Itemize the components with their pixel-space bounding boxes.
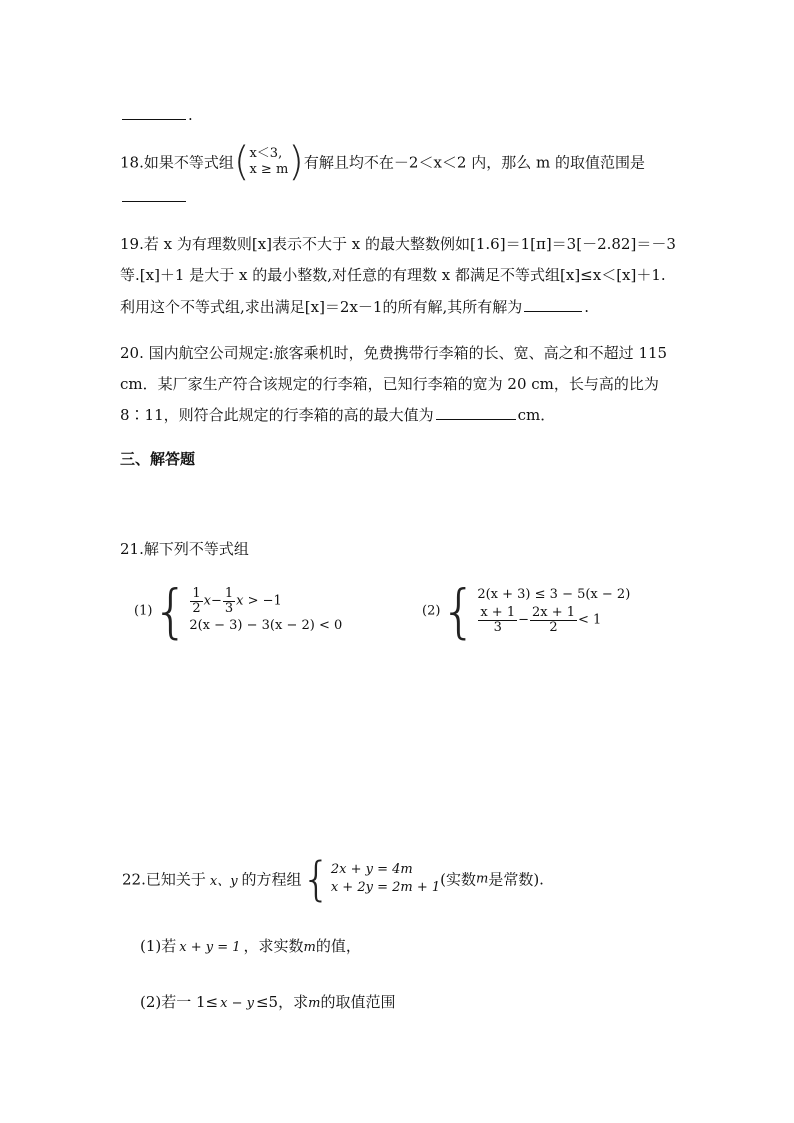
q22-part2-c: 的取值范围 xyxy=(320,993,396,1011)
q22-suffix-a: (实数 xyxy=(440,870,476,889)
q21-p1-label: (1) xyxy=(134,603,153,619)
fraction-numerator: x + 1 xyxy=(480,605,516,621)
q21-p2-label: (2) xyxy=(422,603,441,619)
q18-inequality-system xyxy=(233,139,304,185)
question-22 xyxy=(122,852,544,906)
q22-part2-expr: x − y xyxy=(220,996,254,1011)
q19-line-2: 等.[x]＋1 是大于 x 的最小整数,对任意的有理数 x 都满足不等式组[x]≤x＜[x]＋1. xyxy=(120,266,666,284)
q21-p2-line-2 xyxy=(477,606,630,634)
variable: x xyxy=(236,594,244,610)
right-paren-icon: ) xyxy=(288,139,304,185)
q18-answer-line xyxy=(120,188,188,206)
q19-line-1: 19.若 x 为有理数则[x]表示不大于 x 的最大整数例如[1.6]＝1[π]＝3[－2.82]＝－3 xyxy=(120,235,676,253)
fraction xyxy=(478,606,517,634)
q21-p1-system xyxy=(152,577,343,645)
q17-answer-line xyxy=(120,106,193,124)
q22-part1-m: m xyxy=(303,940,316,955)
fraction-numerator: 1 xyxy=(224,586,234,602)
q18-system-lines xyxy=(249,146,288,179)
q19-line-3-tail: . xyxy=(584,298,590,316)
q21-p1-line-2: 2(x − 3) − 3(x − 2) < 0 xyxy=(189,617,343,633)
q21-p1-line-1 xyxy=(189,587,342,615)
inequality-rest: > −1 xyxy=(243,594,282,610)
fraction xyxy=(530,606,577,634)
q19-line-3 xyxy=(120,296,589,317)
inequality-rest: < 1 xyxy=(578,612,602,628)
q22-part2-b: ≤5，求 xyxy=(255,993,309,1011)
q20-line-3 xyxy=(120,404,555,425)
q21-p2-line-1: 2(x + 3) ≤ 3 − 5(x − 2) xyxy=(477,587,631,603)
q20-line-2: cm．某厂家生产符合该规定的行李箱，已知行李箱的宽为 20 cm，长与高的比为 xyxy=(120,375,659,393)
q18-system-line-1: x＜3, xyxy=(249,145,283,161)
q22-suffix-m: m xyxy=(476,871,489,887)
q22-equation-system xyxy=(301,852,441,906)
question-18 xyxy=(120,139,645,185)
q22-part2-m: m xyxy=(308,996,321,1011)
fraction xyxy=(190,587,202,615)
q22-part-2 xyxy=(140,991,395,1012)
q22-equation-2: x + 2y = 2m + 1 xyxy=(330,880,441,895)
q20-line-3-text: 8∶11，则符合此规定的行李箱的高的最大值为 xyxy=(120,406,434,424)
q22-part2-a: (2)若一 1≤ xyxy=(140,993,219,1011)
q18-suffix: 有解且均不在－2＜x＜2 内，那么 m 的取值范围是 xyxy=(303,153,645,172)
q20-line-1: 20. 国内航空公司规定:旅客乘机时，免费携带行李箱的长、宽、高之和不超过 115 xyxy=(120,344,668,362)
operator: − xyxy=(518,612,529,628)
fraction xyxy=(223,587,235,615)
left-brace-icon: { xyxy=(152,577,190,645)
q18-system-line-2: x ≥ m xyxy=(249,162,289,177)
answer-blank xyxy=(524,310,582,312)
operator: − xyxy=(210,594,222,610)
q22-suffix-b: 是常数). xyxy=(488,870,544,889)
q22-prefix: 22.已知关于 xyxy=(122,870,206,889)
answer-blank xyxy=(436,418,516,420)
q22-part1-a: (1)若 xyxy=(140,937,177,955)
q22-mid: 的方程组 xyxy=(241,870,302,889)
q21-part-1 xyxy=(134,577,343,645)
variable: x xyxy=(203,594,211,610)
q21-title: 21.解下列不等式组 xyxy=(120,540,249,558)
left-brace-icon: { xyxy=(301,852,331,906)
section-title: 三、解答题 xyxy=(120,450,196,468)
q22-part1-b: ，求实数 xyxy=(243,937,304,955)
q19-line-3-text: 利用这个不等式组,求出满足[x]＝2x－1的所有解,其所有解为 xyxy=(120,298,523,316)
q20-line-3-tail: cm． xyxy=(517,406,556,424)
fraction-numerator: 2x + 1 xyxy=(532,605,576,621)
q21-part-2 xyxy=(422,577,631,645)
q22-vars: x、y xyxy=(209,873,238,889)
q22-equation-1: 2x + y = 4m xyxy=(330,861,413,877)
answer-blank xyxy=(122,200,186,202)
q21-p1-lines xyxy=(189,587,342,634)
fraction-denominator: 3 xyxy=(493,619,502,635)
fraction-denominator: 3 xyxy=(224,601,234,617)
q22-part1-eq: x + y = 1 xyxy=(179,940,241,955)
left-brace-icon: { xyxy=(440,577,478,645)
q22-part-1 xyxy=(140,935,361,956)
fraction-denominator: 2 xyxy=(192,601,201,617)
q17-period: . xyxy=(188,106,193,124)
q21-p2-lines xyxy=(477,587,630,634)
fraction-denominator: 2 xyxy=(549,619,558,635)
left-brace-icon: ( xyxy=(233,139,250,185)
q21-p2-system xyxy=(440,577,631,645)
q18-prefix: 18.如果不等式组 xyxy=(120,153,234,172)
answer-blank xyxy=(122,118,186,120)
q22-part1-c: 的值， xyxy=(315,937,361,955)
q22-system-lines xyxy=(331,861,440,897)
fraction-numerator: 1 xyxy=(192,586,201,602)
